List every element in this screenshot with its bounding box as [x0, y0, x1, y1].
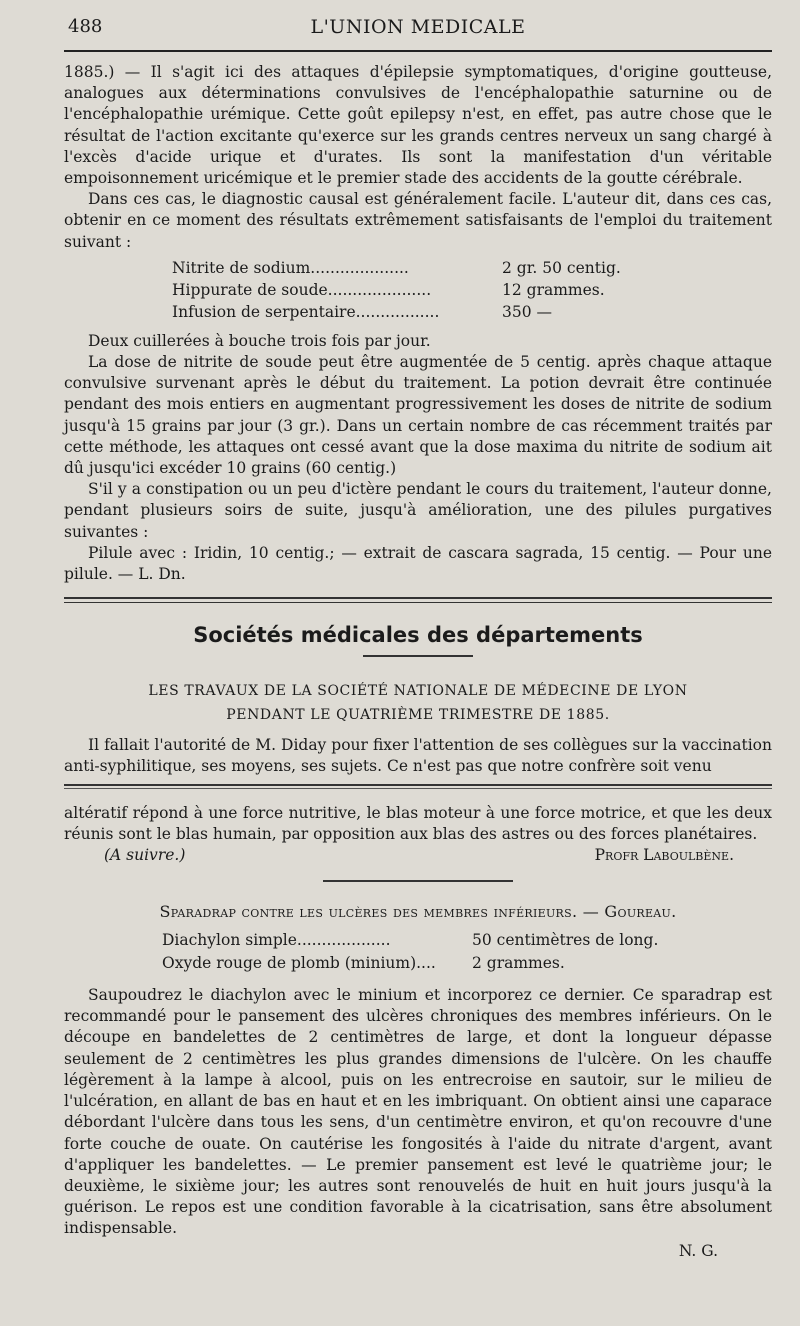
recipe-formula	[162, 929, 772, 975]
section-divider	[64, 597, 772, 603]
author-signature: Profr Laboulbène.	[594, 846, 734, 865]
formula-ingredient: Infusion de serpentaire.................	[172, 302, 440, 321]
paragraph: Saupoudrez le diachylon avec le minium et incorporez ce dernier. Ce sparadrap est recommandé pour le pansement des ulcères chroniques des membres inférieurs. On le découpe en bandelettes de 2 centimètres de large, et dont la longueur dépasse seulement de 2 centimètres les plus grandes dimensions de l'ulcère. On les chauffe légèrement à la lampe à alcool, puis on les entrecroise en sautoir, sur le milieu de l'ulcération, en allant de bas en haut et en les imbriquant. On obtient ainsi une caparace débordant l'ulcère dans tous les sens, d'un centimètre environ, et qu'on recouvre d'une forte couche de ouate. On cautérise les fongosités à l'aide du nitrate d'argent, avant d'appliquer les bandelettes. — Le premier pansement est levé le quatrième jour; le deuxième, le sixième jour; les autres sont renouvelés de huit en huit jours jusqu'à la guérison. Le repos est une condition favorable à la cicatrisation, sans être absolument indispensable.	[64, 986, 772, 1238]
to-be-continued: (A suivre.)	[104, 846, 186, 865]
short-rule	[363, 655, 473, 657]
paragraph: altératif répond à une force nutritive, le blas moteur à une force motrice, et que les deux réunis sont le blas humain, par opposition aux blas des astres ou des forces planétaires.	[64, 803, 772, 843]
prescription-formula	[172, 257, 772, 323]
paragraph: Deux cuillerées à bouche trois fois par jour.	[88, 331, 431, 350]
paragraph: 1885.) — Il s'agit ici des attaques d'épilepsie symptomatiques, d'origine goutteuse, analogues aux déterminations convulsives de l'encéphalopathie saturnine ou de l'encéphalopathie urémique. Cette goût epilepsy n'est, en effet, pas autre chose que le résultat de l'action excitante qu'exerce sur les grands centres nerveux un sang chargé à l'excès d'acide urique et d'urates. Ils sont la manifestation d'un véritable empoisonnement uricémique et le premier stade des accidents de la goutte cérébrale.	[64, 63, 772, 188]
recipe-quantity: 2 grammes.	[472, 954, 565, 973]
running-head	[64, 14, 772, 44]
paragraph: Dans ces cas, le diagnostic causal est généralement facile. L'auteur dit, dans ces cas, obtenir en ce moment des résultats extrêmement satisfaisants de l'emploi du traitement suivant :	[64, 190, 772, 251]
recipe-quantity: 50 centimètres de long.	[472, 931, 659, 950]
paragraph: Il fallait l'autorité de M. Diday pour fixer l'attention de ses collègues sur la vaccination anti-syphilitique, ses moyens, ses sujets. Ce n'est pas que notre confrère soit venu	[64, 736, 772, 776]
recipe-title: Sparadrap contre les ulcères des membres inférieurs. — Goureau.	[159, 902, 677, 922]
section-title: Sociétés médicales des départements	[193, 623, 643, 648]
page-break-rule	[64, 784, 772, 789]
recipe-signature: N. G.	[678, 1241, 718, 1260]
article-title-line: LES TRAVAUX DE LA SOCIÉTÉ NATIONALE DE MÉDECINE DE LYON	[148, 683, 688, 700]
recipe-row	[162, 952, 772, 975]
article-title	[64, 679, 772, 727]
formula-row	[172, 257, 772, 279]
formula-row	[172, 301, 772, 323]
short-rule	[323, 880, 513, 882]
paragraph: Pilule avec : Iridin, 10 centig.; — extrait de cascara sagrada, 15 centig. — Pour une pilule. — L. Dn.	[64, 543, 772, 584]
formula-quantity: 2 gr. 50 centig.	[502, 258, 621, 277]
formula-quantity: 350 —	[502, 302, 553, 321]
formula-ingredient: Hippurate de soude.....................	[172, 280, 432, 299]
header-rule	[64, 50, 772, 52]
formula-quantity: 12 grammes.	[502, 280, 605, 299]
paragraph: S'il y a constipation ou un peu d'ictère pendant le cours du traitement, l'auteur donne, pendant plusieurs soirs de suite, jusqu'à amélioration, une des pilules purgatives suivantes :	[64, 480, 772, 541]
article-title-line: PENDANT LE QUATRIÈME TRIMESTRE DE 1885.	[226, 707, 610, 724]
signature-line	[64, 845, 772, 866]
recipe-row	[162, 929, 772, 952]
page-number: 488	[68, 16, 103, 37]
formula-ingredient: Nitrite de sodium....................	[172, 258, 409, 277]
paragraph: La dose de nitrite de soude peut être augmentée de 5 centig. après chaque attaque convulsive survenant après le début du traitement. La potion devrait être continuée pendant des mois entiers en augmentant progressivement les doses de nitrite de sodium jusqu'à 15 grains par jour (3 gr.). Dans un certain nombre de cas récemment traités par cette méthode, les attaques ont cessé avant que la dose maxima du nitrite de sodium ait dû jusqu'ici excéder 10 grains (60 centig.)	[64, 353, 772, 478]
journal-title: L'UNION MEDICALE	[310, 16, 526, 38]
recipe-ingredient: Diachylon simple...................	[162, 931, 391, 950]
formula-row	[172, 279, 772, 301]
recipe-ingredient: Oxyde rouge de plomb (minium)....	[162, 954, 436, 973]
